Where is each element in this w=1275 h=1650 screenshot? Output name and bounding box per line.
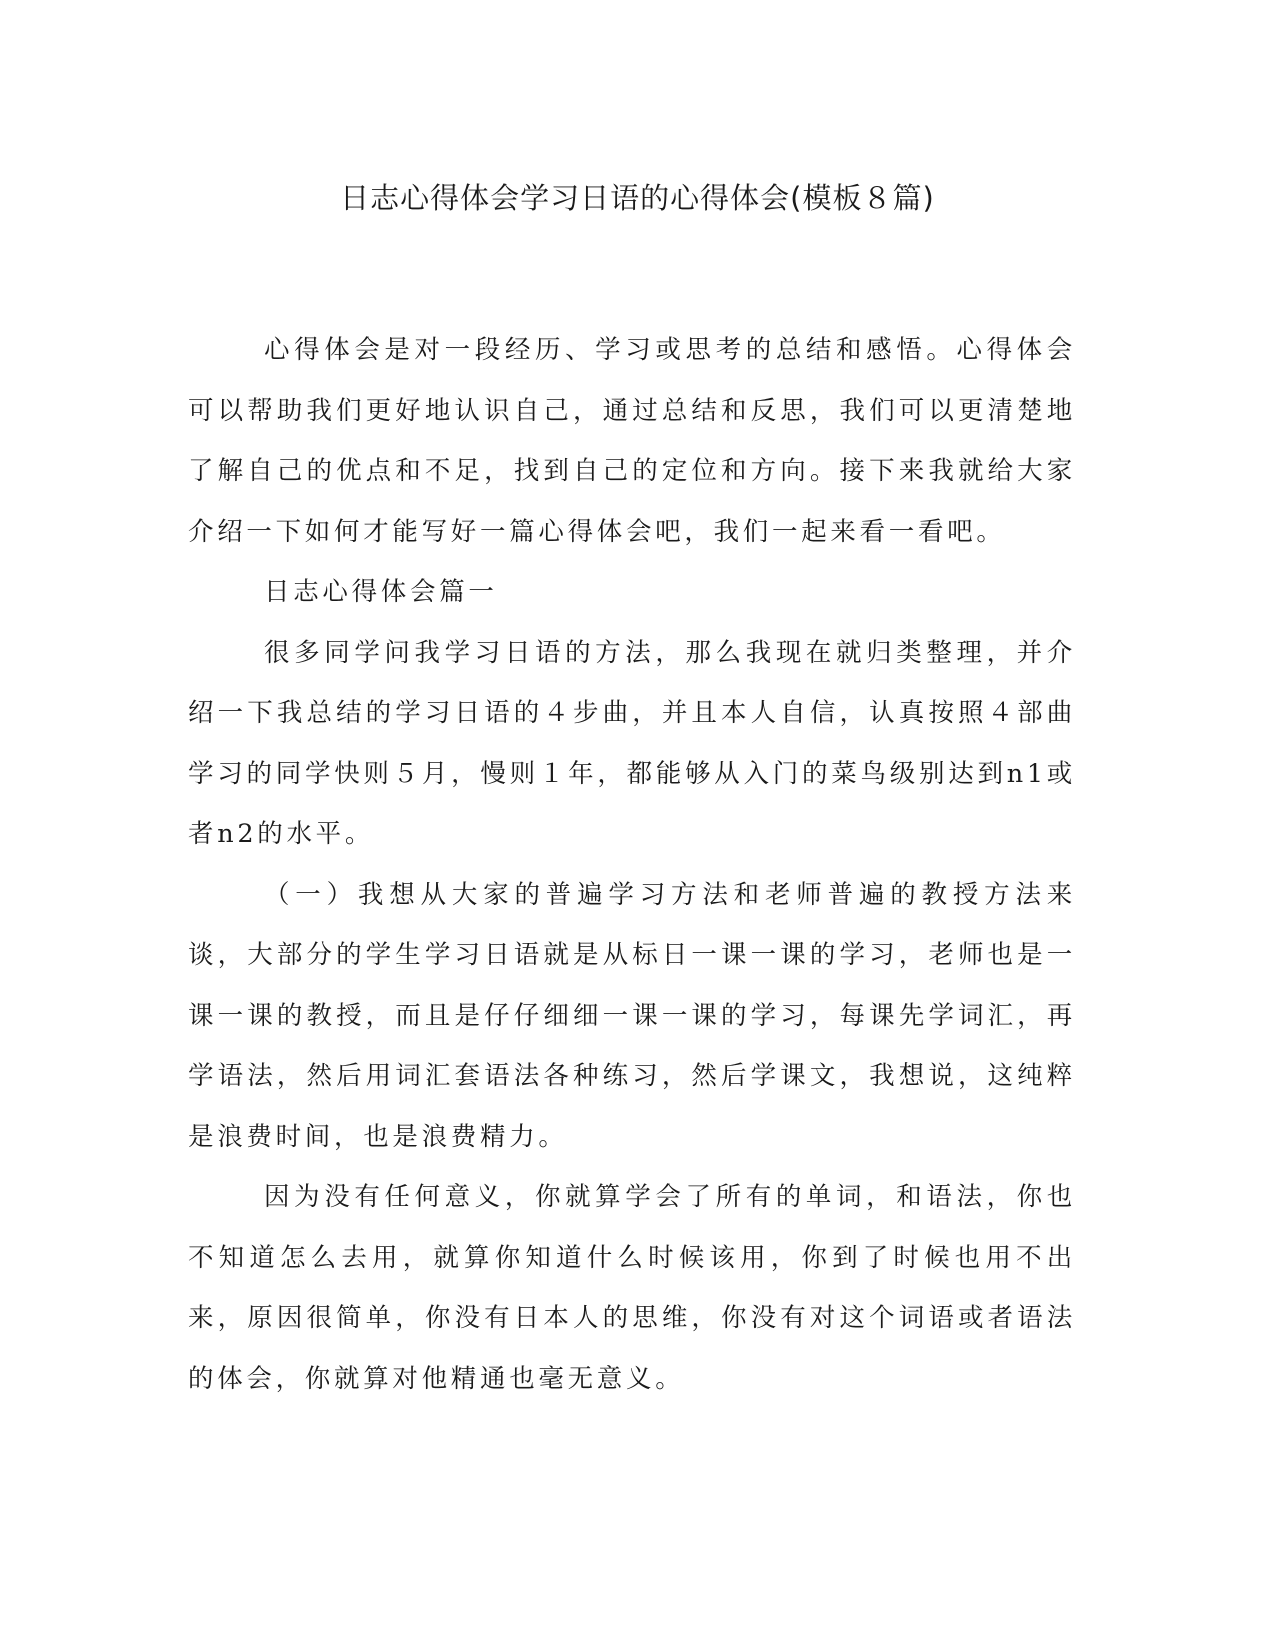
document-title: 日志心得体会学习日语的心得体会(模板８篇) <box>340 181 935 215</box>
document-body <box>188 320 1076 1409</box>
body-paragraph: 因为没有任何意义，你就算学会了所有的单词，和语法，你也不知道怎么去用，就算你知道什么时候该用，你到了时候也用不出来，原因很简单，你没有日本人的思维，你没有对这个词语或者语法的体会，你就算对他精通也毫无意义。 <box>188 1182 1076 1394</box>
body-paragraph: （一）我想从大家的普遍学习方法和老师普遍的教授方法来谈，大部分的学生学习日语就是从标日一课一课的学习，老师也是一课一课的教授，而且是仔仔细细一课一课的学习，每课先学词汇，再学语法，然后用词汇套语法各种练习，然后学课文，我想说，这纯粹是浪费时间，也是浪费精力。 <box>188 879 1076 1152</box>
body-paragraph: 很多同学问我学习日语的方法，那么我现在就归类整理，并介绍一下我总结的学习日语的４步曲，并且本人自信，认真按照４部曲学习的同学快则５月，慢则１年，都能够从入门的菜鸟级别达到n1或者n2的水平。 <box>188 637 1076 849</box>
section-heading: 日志心得体会篇一 <box>264 577 498 607</box>
intro-paragraph: 心得体会是对一段经历、学习或思考的总结和感悟。心得体会可以帮助我们更好地认识自己，通过总结和反思，我们可以更清楚地了解自己的优点和不足，找到自己的定位和方向。接下来我就给大家介绍一下如何才能写好一篇心得体会吧，我们一起来看一看吧。 <box>188 335 1076 547</box>
